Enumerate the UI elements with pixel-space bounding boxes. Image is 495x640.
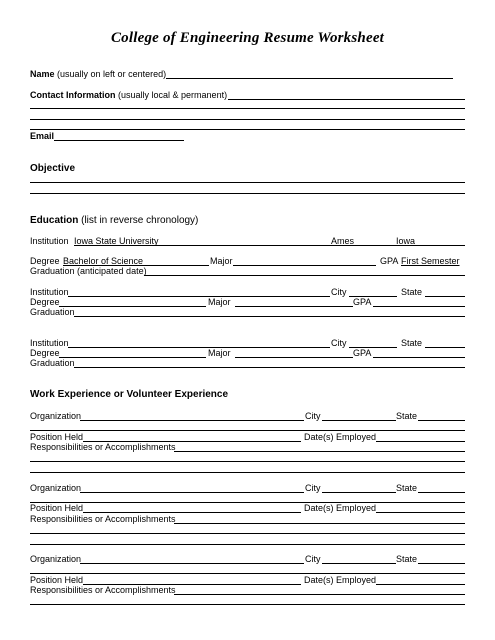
edu2-gpa-line[interactable] — [373, 306, 465, 307]
edu1-degree-value[interactable]: Bachelor of Science — [63, 256, 144, 266]
worksheet-title: College of Engineering Resume Worksheet — [110, 30, 385, 46]
work1-position-label: Position Held — [30, 432, 84, 442]
edu1-gpa-label: GPA — [380, 256, 399, 266]
edu1-degree-label: Degree — [30, 256, 60, 266]
work1-responsibilities-label: Responsibilities or Accomplishments — [30, 442, 176, 452]
edu3-state-label: State — [401, 338, 423, 348]
edu1-institution-line[interactable] — [74, 245, 429, 246]
work1-resp-line-3[interactable] — [30, 472, 465, 473]
education-heading-hint: (list in reverse chronology) — [81, 215, 199, 226]
work3-resp-line-2[interactable] — [30, 604, 465, 605]
edu3-city-label: City — [331, 338, 347, 348]
name-row — [30, 69, 166, 79]
edu1-graduation-line[interactable] — [144, 275, 465, 276]
contact-line-4[interactable] — [30, 129, 465, 130]
work2-blank-line[interactable] — [30, 502, 465, 503]
work2-resp-line-2[interactable] — [30, 533, 465, 534]
work2-city-label: City — [305, 483, 321, 493]
edu1-graduation-label: Graduation (anticipated date) — [30, 266, 147, 276]
work3-dates-line[interactable] — [376, 584, 465, 585]
work1-dates-label: Date(s) Employed — [304, 432, 377, 442]
work2-resp-line-3[interactable] — [30, 544, 465, 545]
edu2-major-line[interactable] — [235, 306, 353, 307]
contact-hint: (usually local & permanent) — [118, 90, 228, 100]
edu3-graduation-line[interactable] — [74, 367, 465, 368]
edu3-state-line[interactable] — [425, 347, 465, 348]
work3-state-line[interactable] — [418, 563, 465, 564]
edu2-state-label: State — [401, 287, 423, 297]
edu2-graduation-line[interactable] — [74, 316, 465, 317]
edu1-state-value[interactable]: Iowa — [396, 236, 416, 246]
edu1-major-label: Major — [210, 256, 233, 266]
work2-state-label: State — [396, 483, 418, 493]
edu1-city-value[interactable]: Ames — [331, 236, 355, 246]
edu3-gpa-line[interactable] — [373, 357, 465, 358]
edu1-state-line[interactable] — [396, 245, 465, 246]
email-field-line[interactable] — [54, 140, 184, 141]
edu1-institution-label: Institution — [30, 236, 69, 246]
work1-resp-line-2[interactable] — [30, 461, 465, 462]
work3-state-label: State — [396, 554, 418, 564]
objective-line-1[interactable] — [30, 182, 465, 183]
work2-position-line[interactable] — [83, 512, 301, 513]
contact-row — [30, 90, 227, 100]
work3-city-line[interactable] — [322, 563, 396, 564]
work2-dates-line[interactable] — [376, 512, 465, 513]
work3-dates-label: Date(s) Employed — [304, 575, 377, 585]
work3-organization-label: Organization — [30, 554, 82, 564]
work2-responsibilities-line[interactable] — [174, 523, 465, 524]
work1-state-label: State — [396, 411, 418, 421]
work3-blank-line[interactable] — [30, 573, 465, 574]
objective-heading: Objective — [30, 163, 76, 174]
work2-dates-label: Date(s) Employed — [304, 503, 377, 513]
edu2-city-label: City — [331, 287, 347, 297]
edu2-graduation-label: Graduation — [30, 307, 75, 317]
contact-field-line[interactable] — [228, 99, 465, 100]
work1-city-line[interactable] — [322, 420, 396, 421]
edu3-degree-line[interactable] — [59, 357, 206, 358]
name-hint: (usually on left or centered) — [57, 69, 167, 79]
contact-label: Contact Information — [30, 90, 116, 100]
work3-position-label: Position Held — [30, 575, 84, 585]
edu2-major-label: Major — [208, 297, 231, 307]
work1-state-line[interactable] — [418, 420, 465, 421]
work3-city-label: City — [305, 554, 321, 564]
work2-responsibilities-label: Responsibilities or Accomplishments — [30, 514, 176, 524]
edu3-major-line[interactable] — [235, 357, 353, 358]
edu2-degree-label: Degree — [30, 297, 60, 307]
edu3-institution-line[interactable] — [68, 347, 330, 348]
work-heading: Work Experience or Volunteer Experience — [30, 389, 229, 400]
edu2-institution-line[interactable] — [68, 296, 330, 297]
edu1-gpa-value[interactable]: First Semester — [401, 256, 460, 266]
work1-responsibilities-line[interactable] — [174, 451, 465, 452]
work2-city-line[interactable] — [322, 492, 396, 493]
name-label: Name — [30, 69, 55, 79]
edu2-state-line[interactable] — [425, 296, 465, 297]
work1-blank-line[interactable] — [30, 430, 465, 431]
work2-state-line[interactable] — [418, 492, 465, 493]
edu2-institution-label: Institution — [30, 287, 69, 297]
education-heading-text: Education — [30, 215, 79, 226]
work2-organization-line[interactable] — [80, 492, 304, 493]
edu2-degree-line[interactable] — [59, 306, 206, 307]
objective-line-2[interactable] — [30, 193, 465, 194]
work2-organization-label: Organization — [30, 483, 82, 493]
work3-organization-line[interactable] — [80, 563, 304, 564]
contact-line-2[interactable] — [30, 108, 465, 109]
email-label: Email — [30, 131, 55, 141]
edu2-gpa-label: GPA — [353, 297, 372, 307]
edu3-gpa-label: GPA — [353, 348, 372, 358]
work1-organization-line[interactable] — [80, 420, 304, 421]
edu3-degree-label: Degree — [30, 348, 60, 358]
work1-organization-label: Organization — [30, 411, 82, 421]
work3-responsibilities-label: Responsibilities or Accomplishments — [30, 585, 176, 595]
work3-responsibilities-line[interactable] — [174, 594, 465, 595]
work2-position-label: Position Held — [30, 503, 84, 513]
edu3-major-label: Major — [208, 348, 231, 358]
edu1-institution-value[interactable]: Iowa State University — [74, 236, 159, 246]
work1-dates-line[interactable] — [376, 441, 465, 442]
edu1-major-line[interactable] — [233, 265, 376, 266]
education-heading — [30, 215, 198, 227]
edu3-graduation-label: Graduation — [30, 358, 75, 368]
contact-line-3[interactable] — [30, 119, 465, 120]
name-field-line[interactable] — [166, 78, 453, 79]
edu3-institution-label: Institution — [30, 338, 69, 348]
work1-city-label: City — [305, 411, 321, 421]
